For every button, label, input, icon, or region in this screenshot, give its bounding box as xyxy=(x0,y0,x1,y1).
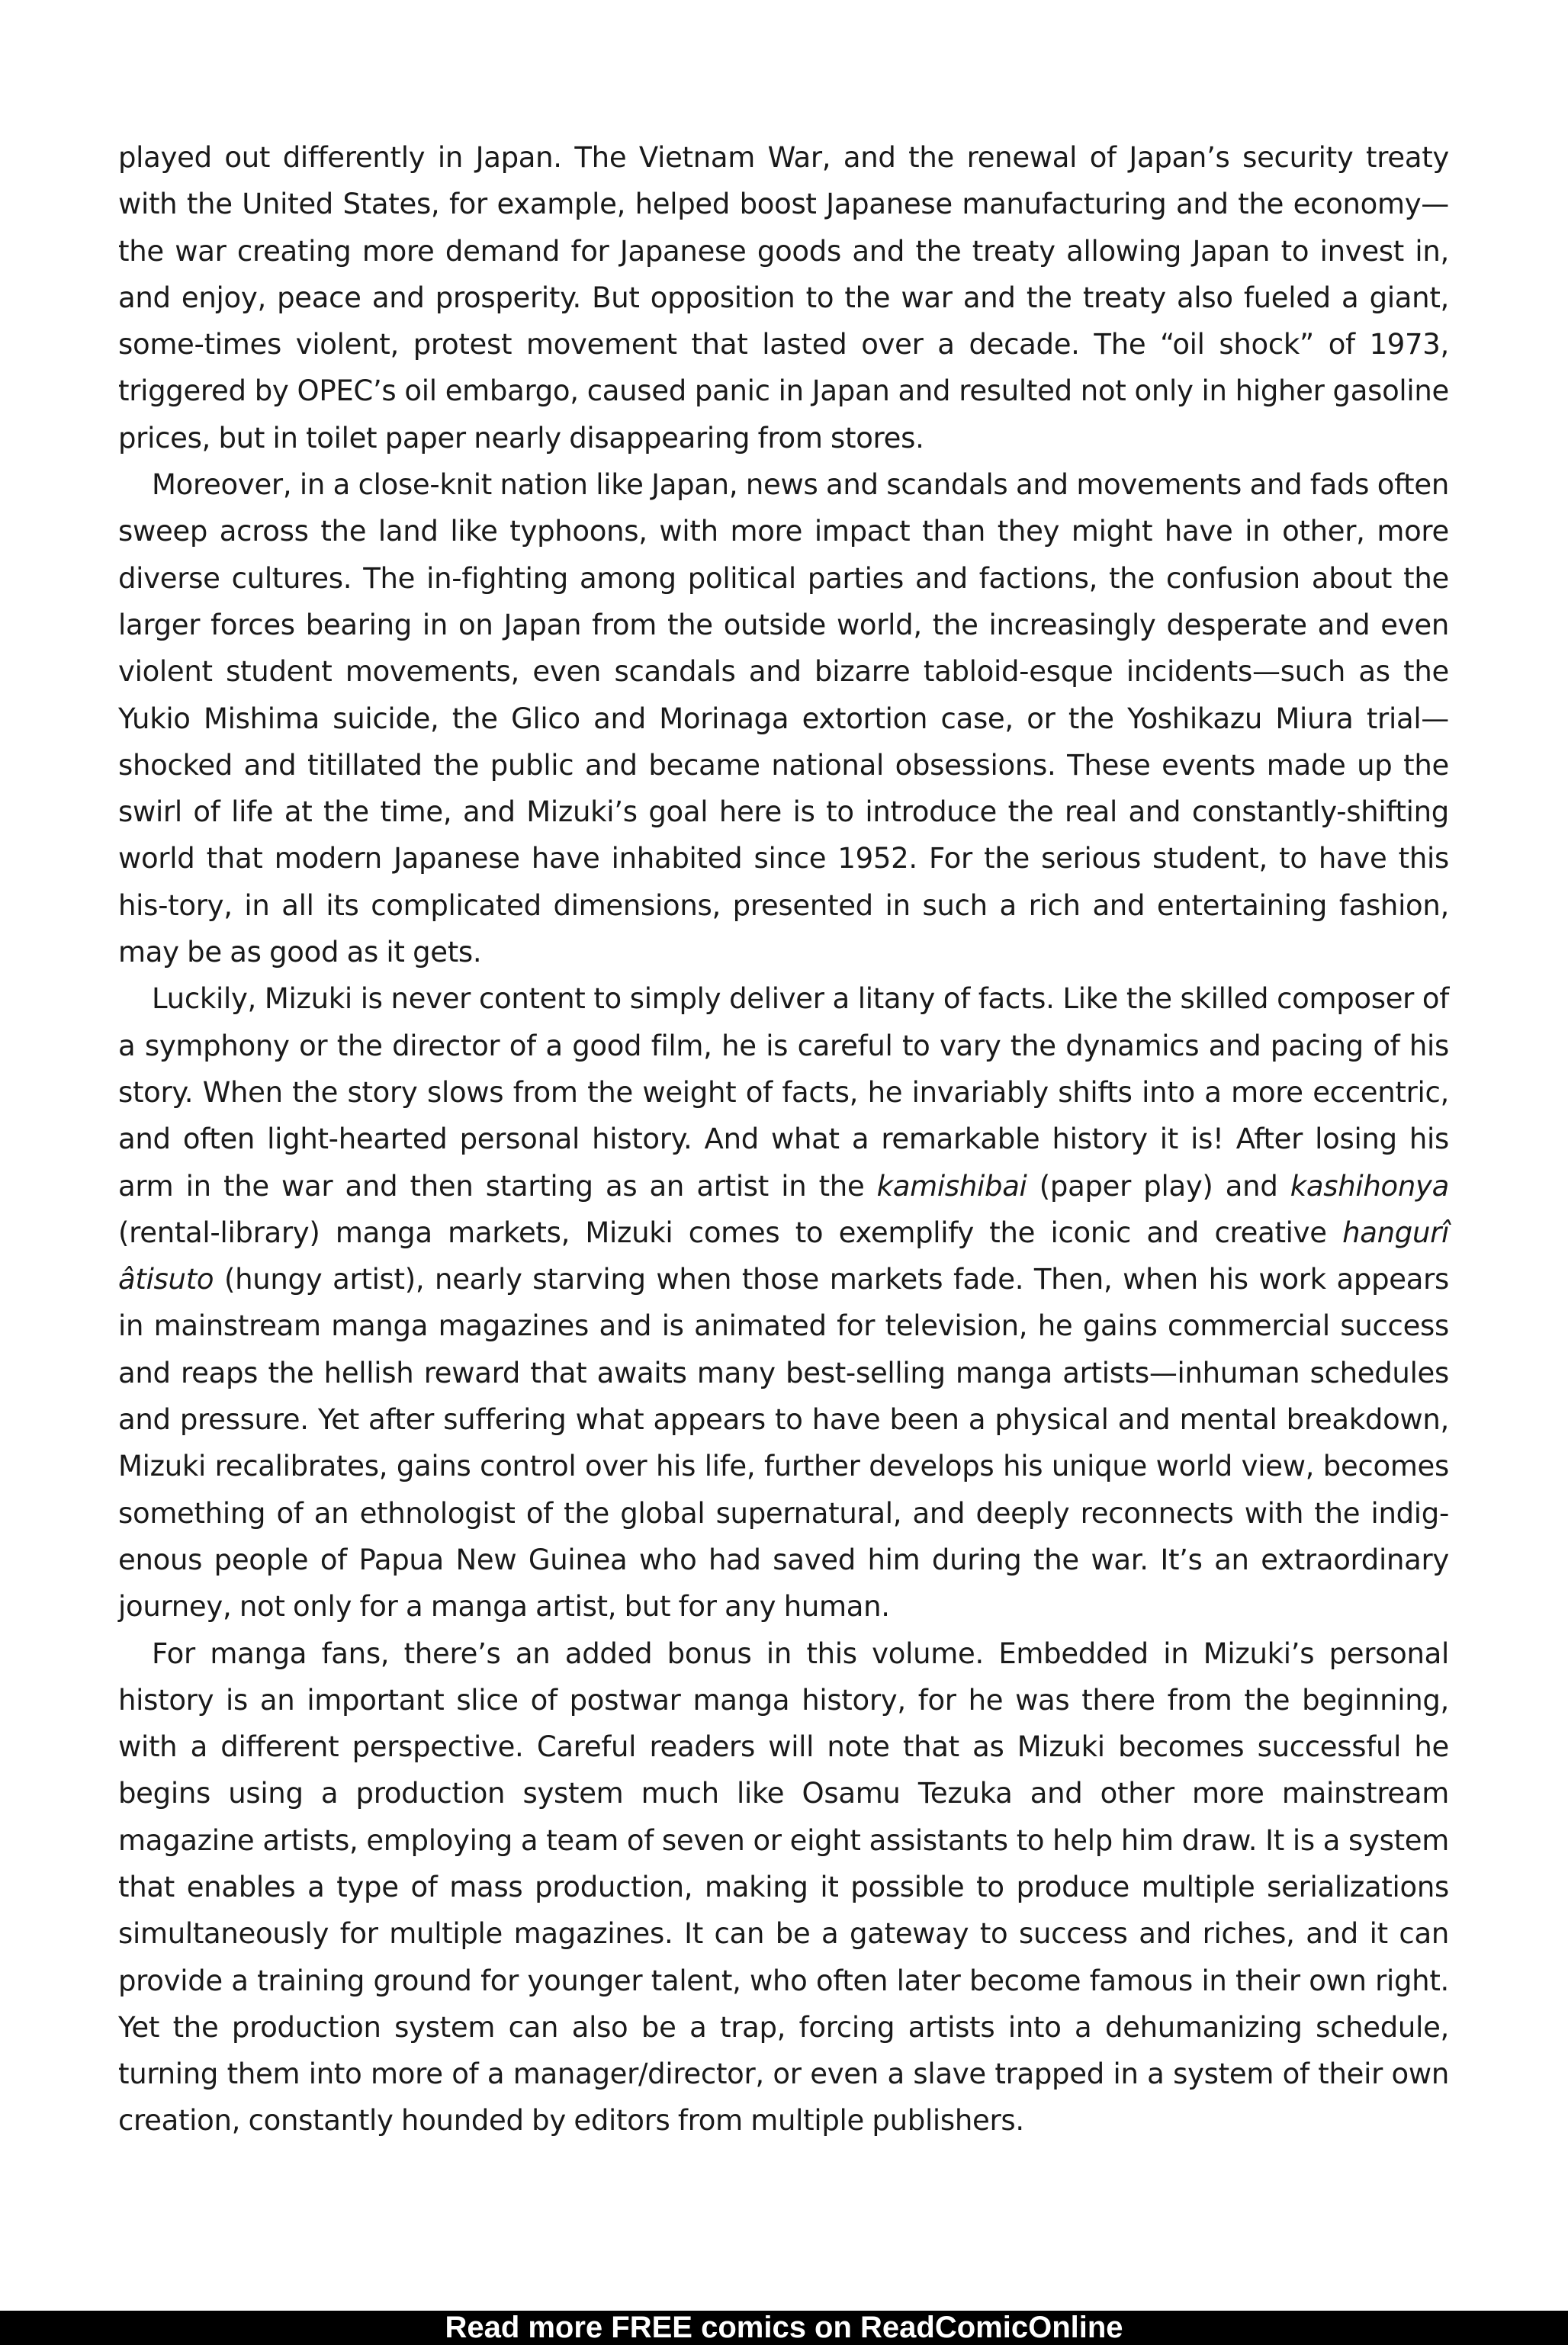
term-kamishibai: kamishibai xyxy=(876,1169,1027,1203)
paragraph-3-text-d: (hungy artist), nearly starving when those markets fade. Then, when his work appears in mainstream manga magazines and is animated for television, he gains commercial success and reaps the hellish reward that awaits many best-selling manga artists—inhuman schedules and pressure. Yet after suffering what appears to have been a physical and mental breakdown, Mizuki recalibrates, gains control over his life, further develops his unique world view, becomes something of an ethnologist of the global supernatural, and deeply reconnects with the indig-enous people of Papua New Guinea who had saved him during the war. It’s an extraordinary journey, not only for a manga artist, but for any human. xyxy=(118,1263,1449,1624)
paragraph-3-text-c: (rental-library) manga markets, Mizuki comes to exemplify the iconic and creative xyxy=(118,1216,1343,1249)
paragraph-2 xyxy=(118,461,1449,975)
paragraph-1-text: played out differently in Japan. The Vietnam War, and the renewal of Japan’s security treaty with the United States, for example, helped boost Japanese manufacturing and the economy—the war creating more demand for Japanese goods and the treaty allowing Japan to invest in, and enjoy, peace and prosperity. But opposition to the war and the treaty also fueled a giant, some-times violent, protest movement that lasted over a decade. The “oil shock” of 1973, triggered by OPEC’s oil embargo, caused panic in Japan and resulted not only in higher gasoline prices, but in toilet paper nearly disappearing from stores. xyxy=(118,141,1449,455)
footer-banner[interactable] xyxy=(0,2311,1568,2345)
paragraph-4 xyxy=(118,1630,1449,2144)
term-hanguri-atisuto: hangurî âtisuto xyxy=(118,1216,1449,1296)
paragraph-3-text-a: Luckily, Mizuki is never content to simply deliver a litany of facts. Like the skilled composer of a symphony or the director of a good film, he is careful to vary the dynamics and pacing of his story. When the story slows from the weight of facts, he invariably shifts into a more eccentric, and often light-hearted personal history. And what a remarkable history it is! After losing his arm in the war and then starting as an artist in the xyxy=(118,982,1449,1203)
paragraph-3-text-b: (paper play) and xyxy=(1027,1169,1290,1203)
paragraph-3 xyxy=(118,975,1449,1630)
footer-link-text[interactable]: Read more FREE comics on ReadComicOnline xyxy=(445,2311,1123,2344)
paragraph-1 xyxy=(118,134,1449,461)
body-text xyxy=(118,134,1449,2144)
term-kashihonya: kashihonya xyxy=(1290,1169,1449,1203)
paragraph-2-text: Moreover, in a close-knit nation like Japan, news and scandals and movements and fads often sweep across the land like typhoons, with more impact than they might have in other, more diverse cultures. The in-fighting among political parties and factions, the confusion about the larger forces bearing in on Japan from the outside world, the increasingly desperate and even violent student movements, even scandals and bizarre tabloid-esque incidents—such as the Yukio Mishima suicide, the Glico and Morinaga extortion case, or the Yoshikazu Miura trial—shocked and titillated the public and became national obsessions. These events made up the swirl of life at the time, and Mizuki’s goal here is to introduce the real and constantly-shifting world that modern Japanese have inhabited since 1952. For the serious student, to have this his-tory, in all its complicated dimensions, presented in such a rich and entertaining fashion, may be as good as it gets. xyxy=(118,468,1449,969)
paragraph-4-text: For manga fans, there’s an added bonus in this volume. Embedded in Mizuki’s personal history is an important slice of postwar manga history, for he was there from the beginning, with a different perspective. Careful readers will note that as Mizuki becomes successful he begins using a production system much like Osamu Tezuka and other more mainstream magazine artists, employing a team of seven or eight assistants to help him draw. It is a system that enables a type of mass production, making it possible to produce multiple serializations simultaneously for multiple magazines. It can be a gateway to success and riches, and it can provide a training ground for younger talent, who often later become famous in their own right. Yet the production system can also be a trap, forcing artists into a dehumanizing schedule, turning them into more of a manager/director, or even a slave trapped in a system of their own creation, constantly hounded by editors from multiple publishers. xyxy=(118,1637,1449,2138)
